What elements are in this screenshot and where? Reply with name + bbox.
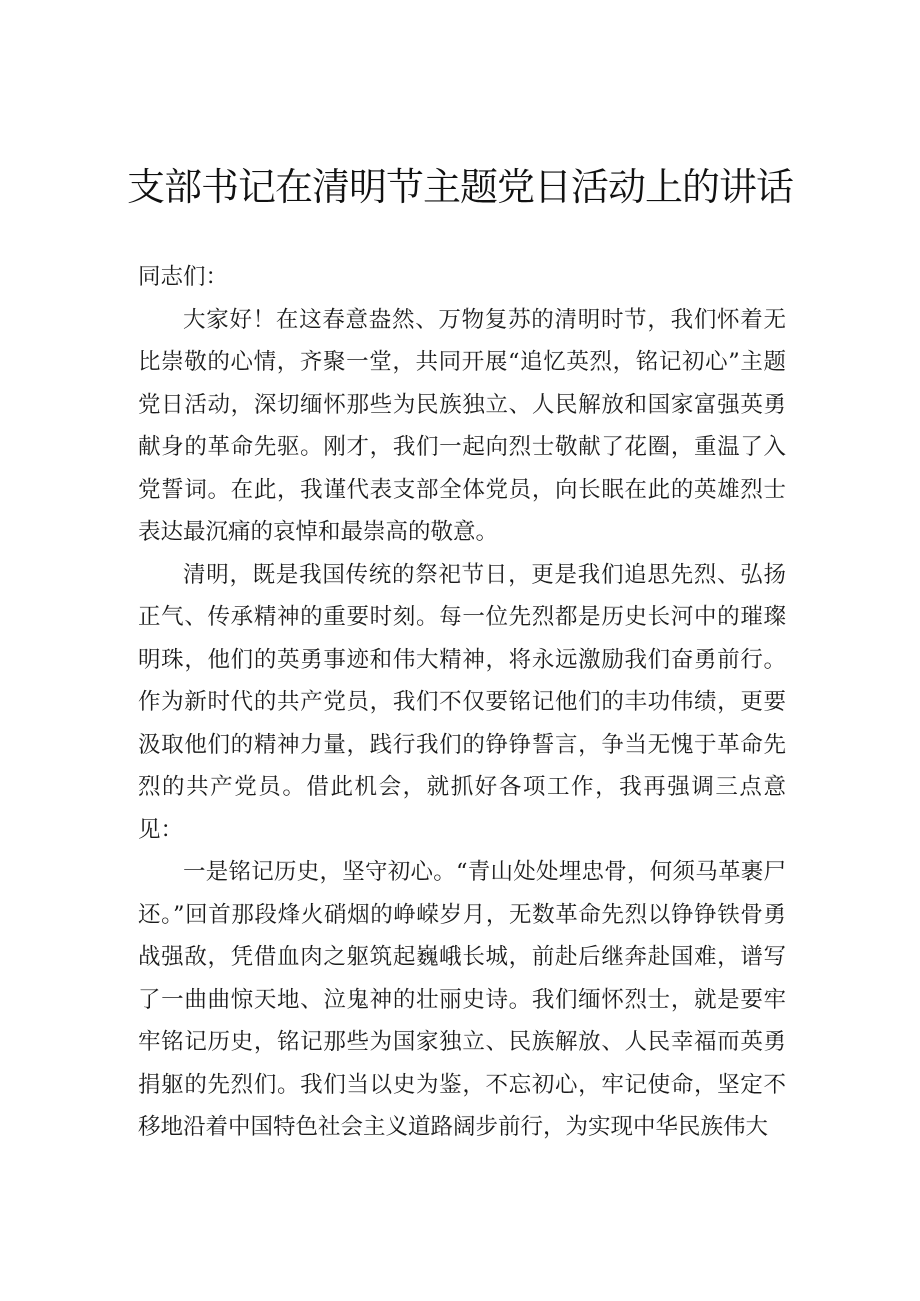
salutation: 同志们： <box>138 264 229 290</box>
paragraph-point-one: 一是铭记历史，坚守初心。“青山处处埋忠骨，何须马革裹尸还。”回首那段烽火硝烟的峥嵘岁月，无数革命先烈以铮铮铁骨勇战强敌，凭借血肉之躯筑起巍峨长城，前赴后继奔赴国难，谱写了一曲曲惊天地、泣鬼神的壮丽史诗。我们缅怀烈士，就是要牢牢铭记历史，铭记那些为国家独立、民族解放、人民幸福而英勇捐躯的先烈们。我们当以史为鉴，不忘初心，牢记使命，坚定不移地沿着中国特色社会主义道路阔步前行，为实现中华民族伟大 <box>138 859 786 1140</box>
paragraph-qingming: 清明，既是我国传统的祭祀节日，更是我们追思先烈、弘扬正气、传承精神的重要时刻。每一位先烈都是历史长河中的璀璨明珠，他们的英勇事迹和伟大精神，将永远激励我们奋勇前行。作为新时代的共产党员，我们不仅要铭记他们的丰功伟绩，更要汲取他们的精神力量，践行我们的铮铮誓言，争当无愧于革命先烈的共产党员。借此机会，就抓好各项工作，我再强调三点意见： <box>138 561 786 843</box>
paragraph-opening: 大家好！在这春意盎然、万物复苏的清明时节，我们怀着无比崇敬的心情，齐聚一堂，共同开展“追忆英烈，铭记初心”主题党日活动，深切缅怀那些为民族独立、人民解放和国家富强英勇献身的革命先驱。刚才，我们一起向烈士敬献了花圈，重温了入党誓词。在此，我谨代表支部全体党员，向长眠在此的英雄烈士表达最沉痛的哀悼和最崇高的敬意。 <box>138 306 786 545</box>
document-title: 支部书记在清明节主题党日活动上的讲话 <box>126 165 793 209</box>
speech-body <box>138 256 786 1149</box>
